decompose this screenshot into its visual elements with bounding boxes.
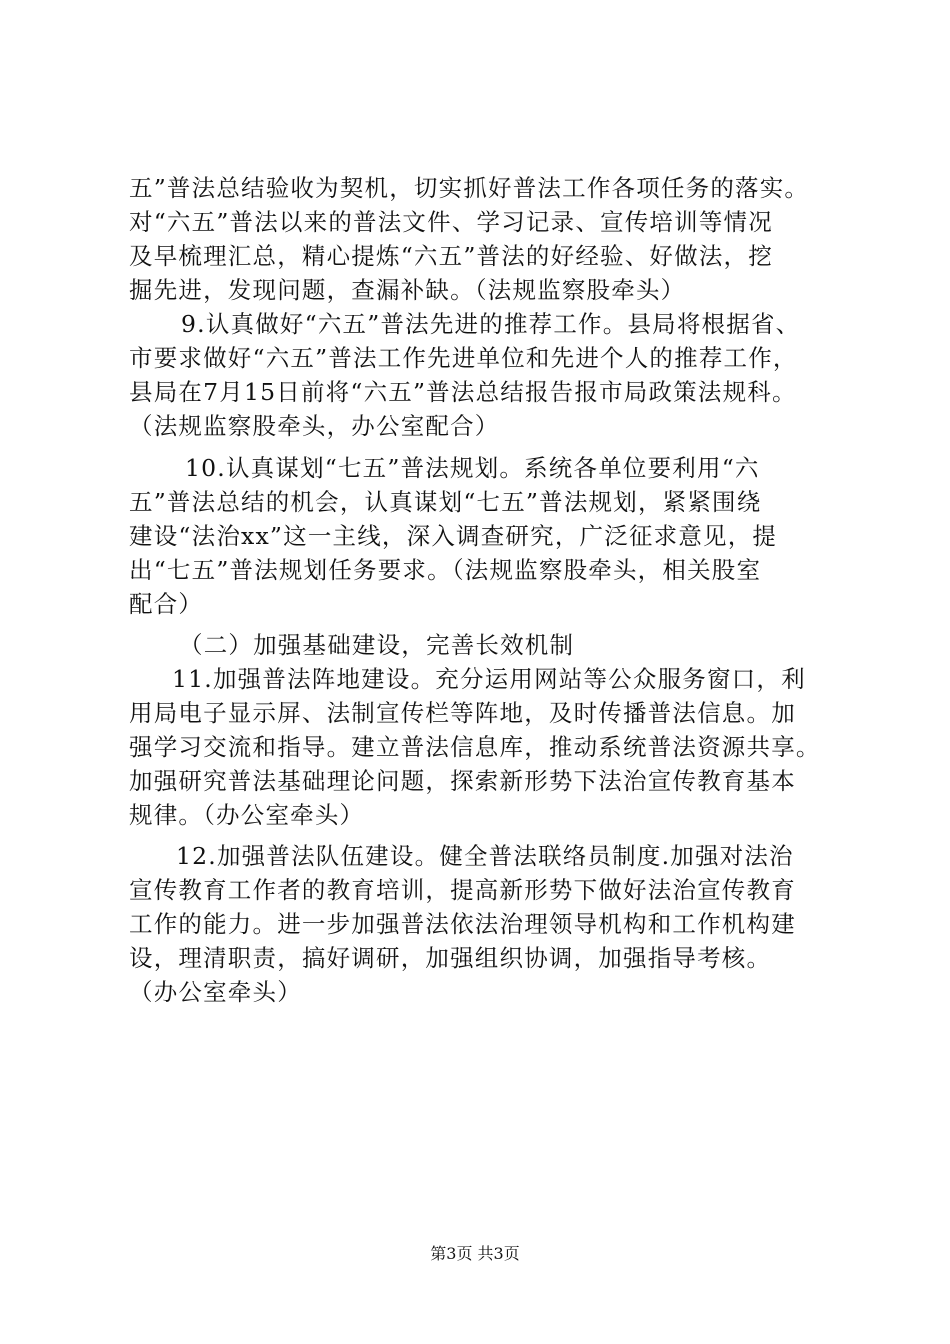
text-line: 对“六五”普法以来的普法文件、学习记录、宣传培训等情况: [129, 208, 773, 236]
text-line: 加强研究普法基础理论问题，探索新形势下法治宣传教育基本: [129, 767, 796, 795]
text-line: 工作的能力。进一步加强普法依法治理领导机构和工作机构建: [129, 910, 796, 938]
text-line: 宣传教育工作者的教育培训，提高新形势下做好法治宣传教育: [129, 876, 796, 904]
text-line: 县局在7月15日前将“六五”普法总结报告报市局政策法规科。: [129, 378, 797, 406]
text-line: 建设“法治xx”这一主线，深入调查研究，广泛征求意见，提: [129, 522, 778, 550]
text-line: 规律。（办公室牵头）: [129, 801, 365, 829]
text-line: 五”普法总结验收为契机，切实抓好普法工作各项任务的落实。: [129, 174, 810, 202]
text-line: 9.认真做好“六五”普法先进的推荐工作。县局将根据省、: [181, 310, 801, 338]
text-line: 市要求做好“六五”普法工作先进单位和先进个人的推荐工作，: [129, 344, 798, 372]
text-line: 强学习交流和指导。建立普法信息库，推动系统普法资源共享。: [129, 733, 821, 761]
page-footer: 第3页 共3页: [430, 1244, 520, 1263]
text-line: 出“七五”普法规划任务要求。（法规监察股牵头，相关股室: [129, 556, 762, 584]
text-line: 设，理清职责，搞好调研，加强组织协调，加强指导考核。: [129, 944, 772, 972]
text-line: 配合）: [129, 590, 204, 618]
text-line: 及早梳理汇总，精心提炼“六五”普法的好经验、好做法，挖: [129, 242, 773, 270]
text-line: （二）加强基础建设，完善长效机制: [179, 631, 575, 659]
text-line: （法规监察股牵头，办公室配合）: [129, 412, 500, 440]
text-line: 掘先进，发现问题，查漏补缺。（法规监察股牵头）: [129, 276, 686, 304]
text-line: 用局电子显示屏、法制宣传栏等阵地，及时传播普法信息。加: [129, 699, 796, 727]
text-line: 12.加强普法队伍建设。健全普法联络员制度.加强对法治: [176, 842, 794, 870]
text-line: 11.加强普法阵地建设。充分运用网站等公众服务窗口，利: [172, 665, 806, 693]
text-line: 五”普法总结的机会，认真谋划“七五”普法规划，紧紧围绕: [129, 488, 762, 516]
text-line: 10.认真谋划“七五”普法规划。系统各单位要利用“六: [185, 454, 760, 482]
text-line: （办公室牵头）: [129, 978, 302, 1006]
